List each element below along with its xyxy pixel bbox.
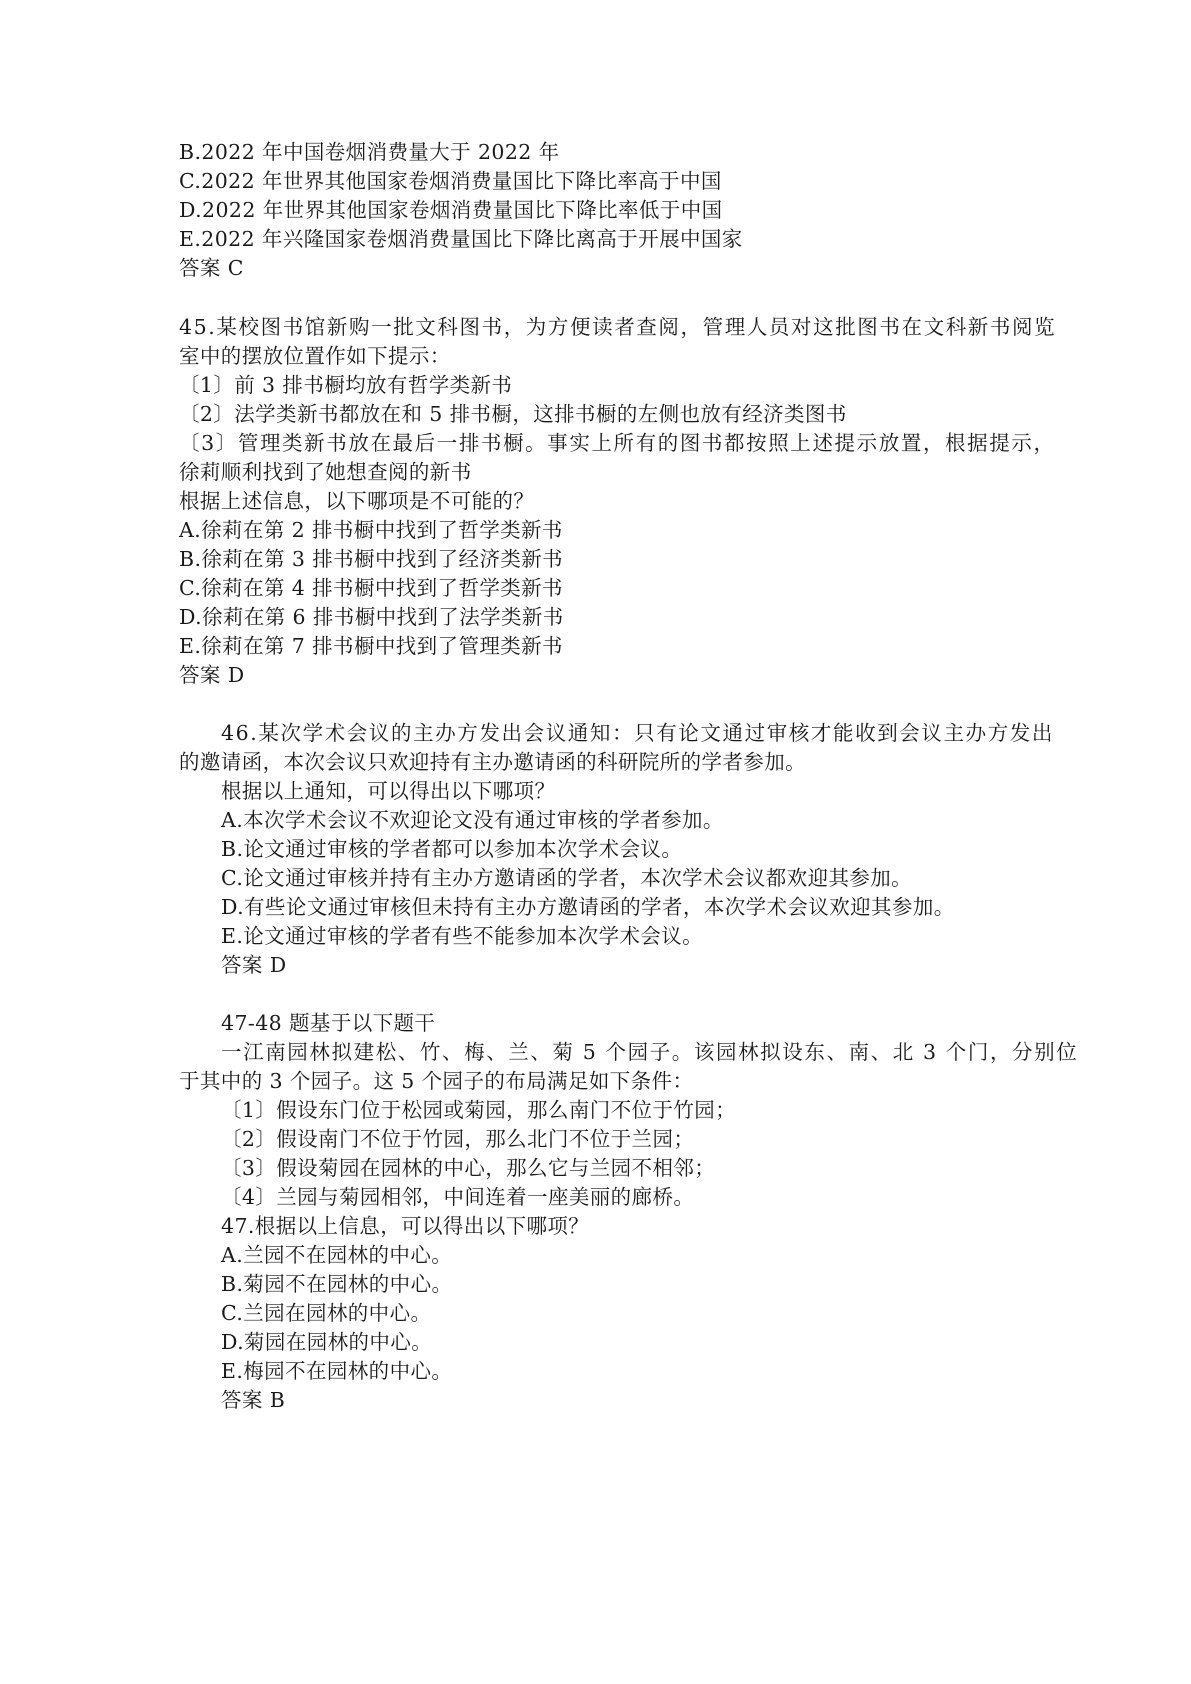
q45-stem-line1: 45.某校图书馆新购一批文科图书，为方便读者查阅，管理人员对这批图书在文科新书阅览 bbox=[179, 315, 1057, 339]
q46-option-b: B.论文通过审核的学者都可以参加本次学术会议。 bbox=[221, 837, 683, 861]
q45-option-b: B.徐莉在第 3 排书橱中找到了经济类新书 bbox=[179, 547, 564, 571]
q44-answer: 答案 C bbox=[179, 256, 244, 280]
q47-48-condition-4: 〔4〕兰园与菊园相邻，中间连着一座美丽的廊桥。 bbox=[221, 1185, 695, 1209]
q47-48-condition-1: 〔1〕假设东门位于松园或菊园，那么南门不位于竹园； bbox=[221, 1098, 737, 1122]
q45-hint-1: 〔1〕前 3 排书橱均放有哲学类新书 bbox=[179, 373, 513, 397]
q45-question: 根据上述信息，以下哪项是不可能的？ bbox=[179, 489, 535, 513]
q47-answer: 答案 B bbox=[221, 1388, 286, 1412]
q45-answer: 答案 D bbox=[179, 663, 245, 687]
q45-option-d: D.徐莉在第 6 排书橱中找到了法学类新书 bbox=[179, 605, 564, 629]
q47-option-e: E.梅园不在园林的中心。 bbox=[221, 1359, 453, 1383]
q46-stem-line2: 的邀请函，本次会议只欢迎持有主办邀请函的科研院所的学者参加。 bbox=[179, 750, 806, 774]
q45-option-e: E.徐莉在第 7 排书橱中找到了管理类新书 bbox=[179, 634, 563, 658]
q47-48-stem-line2: 于其中的 3 个园子。这 5 个园子的布局满足如下条件： bbox=[179, 1069, 694, 1093]
q47-48-stem-line1: 一江南园林拟建松、竹、梅、兰、菊 5 个园子。该园林拟设东、南、北 3 个门，分别位 bbox=[221, 1040, 1079, 1064]
q45-hint-3-line2: 徐莉顺利找到了她想查阅的新书 bbox=[179, 460, 472, 484]
q44-option-d: D.2022 年世界其他国家卷烟消费量国比下降比率低于中国 bbox=[179, 198, 723, 222]
q46-option-c: C.论文通过审核并持有主办方邀请函的学者，本次学术会议都欢迎其参加。 bbox=[221, 866, 913, 890]
q44-option-e: E.2022 年兴隆国家卷烟消费量国比下降比离高于开展中国家 bbox=[179, 227, 743, 251]
q46-option-a: A.本次学术会议不欢迎论文没有通过审核的学者参加。 bbox=[221, 808, 724, 832]
q45-option-a: A.徐莉在第 2 排书橱中找到了哲学类新书 bbox=[179, 518, 563, 542]
q46-stem-line1: 46.某次学术会议的主办方发出会议通知：只有论文通过审核才能收到会议主办方发出 bbox=[221, 721, 1054, 745]
q45-hint-2: 〔2〕法学类新书都放在和 5 排书橱，这排书橱的左侧也放有经济类图书 bbox=[179, 402, 847, 426]
q47-question: 47.根据以上信息，可以得出以下哪项？ bbox=[221, 1214, 590, 1238]
q45-stem-line2: 室中的摆放位置作如下提示： bbox=[179, 344, 451, 368]
q44-option-c: C.2022 年世界其他国家卷烟消费量国比下降比率高于中国 bbox=[179, 169, 722, 193]
q47-option-c: C.兰园在园林的中心。 bbox=[221, 1301, 432, 1325]
q47-48-condition-3: 〔3〕假设菊园在园林的中心，那么它与兰园不相邻； bbox=[221, 1156, 716, 1180]
q47-option-d: D.菊园在园林的中心。 bbox=[221, 1330, 433, 1354]
q46-question: 根据以上通知，可以得出以下哪项？ bbox=[221, 779, 556, 803]
q44-option-b: B.2022 年中国卷烟消费量大于 2022 年 bbox=[179, 140, 560, 164]
q47-48-header: 47-48 题基于以下题干 bbox=[221, 1011, 436, 1035]
q46-option-e: E.论文通过审核的学者有些不能参加本次学术会议。 bbox=[221, 924, 704, 948]
q47-option-b: B.菊园不在园林的中心。 bbox=[221, 1272, 453, 1296]
q47-option-a: A.兰园不在园林的中心。 bbox=[221, 1243, 453, 1267]
q45-hint-3-line1: 〔3〕管理类新书放在最后一排书橱。事实上所有的图书都按照上述提示放置，根据提示， bbox=[179, 431, 1056, 455]
q47-48-condition-2: 〔2〕假设南门不位于竹园，那么北门不位于兰园； bbox=[221, 1127, 695, 1151]
q45-option-c: C.徐莉在第 4 排书橱中找到了哲学类新书 bbox=[179, 576, 563, 600]
q46-option-d: D.有些论文通过审核但未持有主办方邀请函的学者，本次学术会议欢迎其参加。 bbox=[221, 895, 955, 919]
q46-answer: 答案 D bbox=[221, 953, 287, 977]
